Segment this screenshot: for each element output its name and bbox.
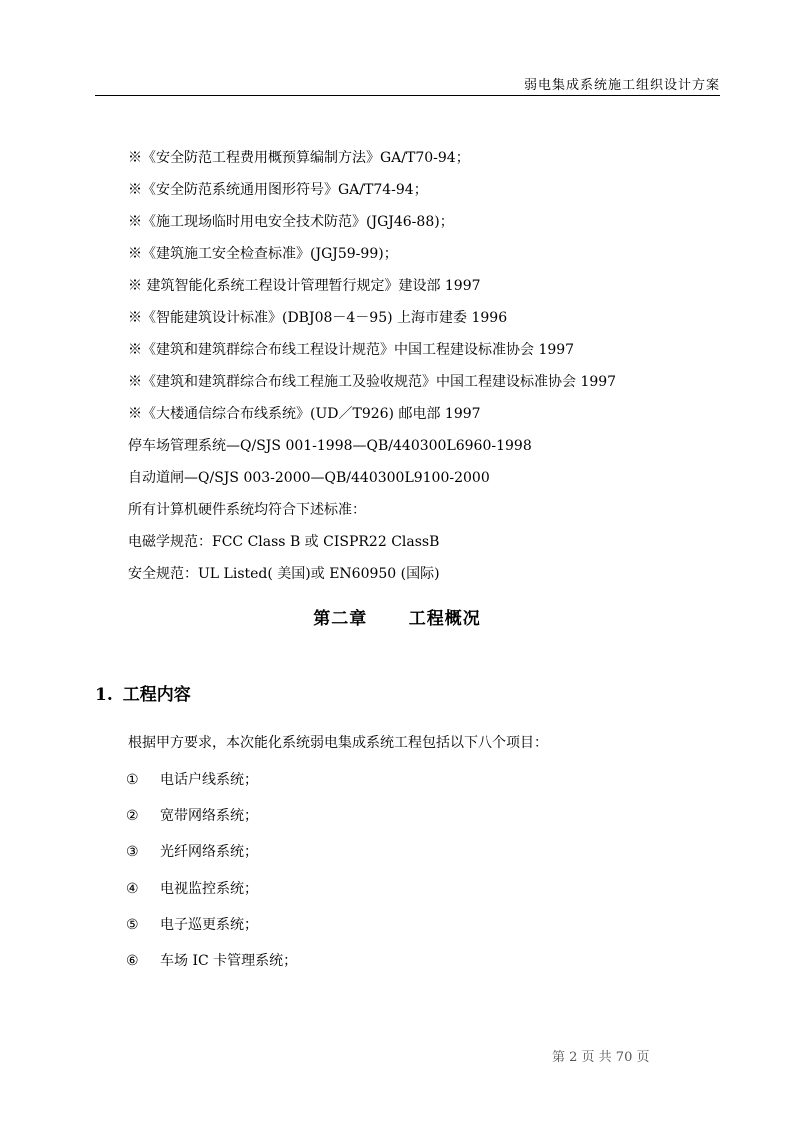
standard-item: 安全规范：UL Listed( 美国)或 EN60950 (国际): [128, 566, 440, 582]
standard-item: ※ 建筑智能化系统工程设计管理暂行规定》建设部 1997: [128, 278, 481, 294]
standard-item: ※《安全防范工程费用概预算编制方法》GA/T70-94；: [128, 150, 470, 166]
standard-item: ※《大楼通信综合布线系统》(UD／T926) 邮电部 1997: [128, 406, 481, 422]
page-number-footer: 第 2 页 共 70 页: [552, 1050, 650, 1065]
section-number: 1.: [95, 685, 113, 705]
header-divider: [95, 95, 720, 96]
project-item: [126, 948, 297, 984]
project-item: [126, 767, 297, 803]
item-text: 电子巡更系统；: [160, 916, 258, 933]
item-text: 电视监控系统；: [160, 880, 258, 897]
project-item: [126, 876, 297, 912]
standard-item: ※《建筑施工安全检查标准》(JGJ59-99)；: [128, 246, 398, 262]
standards-list: [128, 145, 616, 593]
standard-item: ※《建筑和建筑群综合布线工程施工及验收规范》中国工程建设标准协会 1997: [128, 374, 617, 390]
standard-item: ※《施工现场临时用电安全技术防范》(JGJ46-88)；: [128, 214, 454, 230]
item-marker: ①: [126, 772, 139, 788]
item-marker: ③: [126, 844, 139, 861]
project-item: [126, 803, 297, 839]
item-marker: ④: [126, 880, 139, 897]
item-text: 电话户线系统；: [160, 772, 258, 788]
header-title: 弱电集成系统施工组织设计方案: [523, 78, 720, 93]
item-marker: ②: [126, 808, 139, 825]
item-text: 光纤网络系统；: [160, 844, 258, 861]
project-items-list: [126, 767, 297, 984]
standard-item: ※《建筑和建筑群综合布线工程设计规范》中国工程建设标准协会 1997: [128, 342, 575, 358]
standard-item: 停车场管理系统—Q/SJS 001-1998—QB/440300L6960-1998: [128, 438, 532, 454]
item-text: 宽带网络系统；: [160, 808, 258, 825]
item-text: 车场 IC 卡管理系统；: [160, 952, 298, 969]
project-item: [126, 912, 297, 948]
standard-item: ※《智能建筑设计标准》(DBJ08－4－95) 上海市建委 1996: [128, 310, 508, 326]
item-marker: ⑥: [126, 952, 139, 969]
standard-item: 电磁学规范：FCC Class B 或 CISPR22 ClassB: [128, 534, 440, 550]
chapter-title: 第二章 工程概况: [313, 609, 481, 629]
standard-item: ※《安全防范系统通用图形符号》GA/T74-94；: [128, 182, 428, 198]
section-title: 工程内容: [122, 685, 191, 705]
project-item: [126, 839, 297, 875]
standard-item: 自动道闸—Q/SJS 003-2000—QB/440300L9100-2000: [128, 470, 490, 486]
section-heading: [95, 680, 191, 705]
item-marker: ⑤: [126, 916, 139, 933]
standard-item: 所有计算机硬件系统均符合下述标准：: [128, 502, 366, 518]
intro-paragraph: 根据甲方要求，本次能化系统弱电集成系统工程包括以下八个项目：: [128, 735, 548, 751]
